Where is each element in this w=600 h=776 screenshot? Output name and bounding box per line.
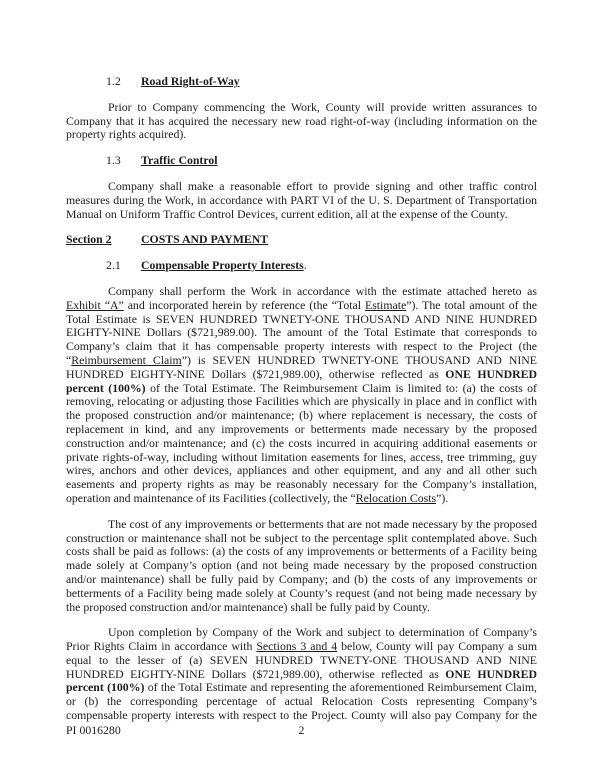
text-run: ”) is SEVEN HUNDRED TWNETY-ONE THOUSAND AND NINE HUNDRED EIGHTY-NINE Dollars ($721,989.00), otherwise reflected as: [66, 352, 537, 381]
paragraph-betterments: The cost of any improvements or betterments that are not made necessary by the proposed construction or maintenance shall not be subject to the percentage split contemplated above. Such costs shall be paid as follows: (a) the costs of any improvements or betterments of a Facility being made solely at Company’s option (and not being made necessary by the proposed construction and/or maintenance) shall be fully paid by Company; and (b) the costs of any improvements or betterments of a Facility being made solely at County’s request (and not being made necessary by the proposed construction and/or maintenance) shall be fully paid by County.: [66, 516, 537, 614]
page-footer: [66, 724, 537, 738]
heading-1-2-title: Road Right-of-Way: [141, 74, 240, 88]
heading-2-1: [66, 259, 537, 273]
text-run: of the Total Estimate and representing the aforementioned Reimbursement Claim, or (b) the corresponding percentage of actual Relocation Costs representing Company’s compensable property interests with respect to the Project. County will also pay Company for the: [66, 680, 537, 723]
section-2-label: Section 2: [66, 232, 112, 247]
text-run: of the Total Estimate. The Reimbursement Claim is limited to: (a) the costs of removing, relocating or adjusting those Facilities which are physically in place and in conflict with the proposed construction and/or maintenance; (b) where replacement is necessary, the costs of replacement in kind, and any improvements or betterments made necessary by the proposed construction and/or maintenance; and (c) the costs incurred in acquiring additional easements or private rights-of-way, including without limitation easements for lines, access, tree trimming, guy wires, anchors and other devices, appliances and other equipment, and any and all other such easements and property rights as may be reasonably necessary for the Company’s installation, operation and maintenance of its Facilities (collectively, the “: [66, 380, 537, 505]
text-run-bold: ONE HUNDRED percent (100%): [66, 366, 537, 395]
heading-1-3-title: Traffic Control: [141, 153, 218, 168]
text-run-underlined: Estimate: [364, 297, 407, 312]
text-run-underlined: Relocation Costs: [355, 490, 437, 505]
text-run: and incorporated herein by reference (the “Total: [123, 297, 365, 312]
text-run-underlined: Sections 3 and 4: [256, 639, 338, 654]
heading-section-2: [66, 233, 537, 247]
heading-2-1-title: Compensable Property Interests: [141, 258, 304, 273]
heading-1-3-number-box: [66, 154, 141, 168]
text-run: ”).: [436, 490, 449, 505]
paragraph-road-right-of-way: Prior to Company commencing the Work, County will provide written assurances to Company that it has acquired the necessary new road right-of-way (including information on the property rights acquired).: [66, 99, 537, 142]
heading-1-2: [66, 75, 537, 89]
text-run-bold: ONE HUNDRED percent (100%): [66, 666, 537, 695]
text-run-underlined: Exhibit “A”: [66, 297, 124, 312]
heading-1-2-number: 1.2: [106, 74, 121, 88]
heading-2-1-period: .: [303, 258, 307, 273]
text-run: Company shall perform the Work in accordance with the estimate attached hereto as: [108, 283, 537, 298]
text-run-underlined: Reimbursement Claim: [71, 352, 182, 367]
heading-2-1-number: 2.1: [106, 258, 121, 273]
heading-1-3: [66, 154, 537, 168]
text-run: Upon completion by Company of the Work and subject to determination of Company’s Prior Rights Claim in accordance with: [66, 625, 537, 654]
paragraph-estimate: [66, 285, 537, 506]
paragraph-traffic-control: Company shall make a reasonable effort to provide signing and other traffic control measures during the Work, in accordance with PART VI of the U. S. Department of Transportation Manual on Uniform Traffic Control Devices, current edition, all at the expense of the County.: [66, 178, 537, 221]
heading-1-2-number-box: [66, 75, 141, 89]
section-2-label-box: [66, 233, 141, 247]
paragraph-completion: [66, 626, 537, 723]
footer-page-number: 2: [298, 723, 305, 737]
heading-2-1-number-box: [66, 259, 141, 273]
heading-1-3-number: 1.3: [106, 153, 121, 168]
footer-document-id: PI 0016280: [66, 723, 121, 737]
text-run: below, County will pay Company a sum equal to the lesser of (a) SEVEN HUNDRED TWNETY-ONE THOUSAND AND NINE HUNDRED EIGHTY-NINE Dollars ($721,989.00), otherwise reflected as: [66, 639, 538, 681]
section-2-title: COSTS AND PAYMENT: [141, 232, 269, 247]
text-run: ”). The total amount of the Total Estimate is SEVEN HUNDRED TWNETY-ONE THOUSAND AND NINE HUNDRED EIGHTY-NINE Dollars ($721,989.00). The amount of the Total Estimate that corresponds to Company’s claim that it has compensable property interests with respect to the Project (the “: [66, 297, 537, 367]
